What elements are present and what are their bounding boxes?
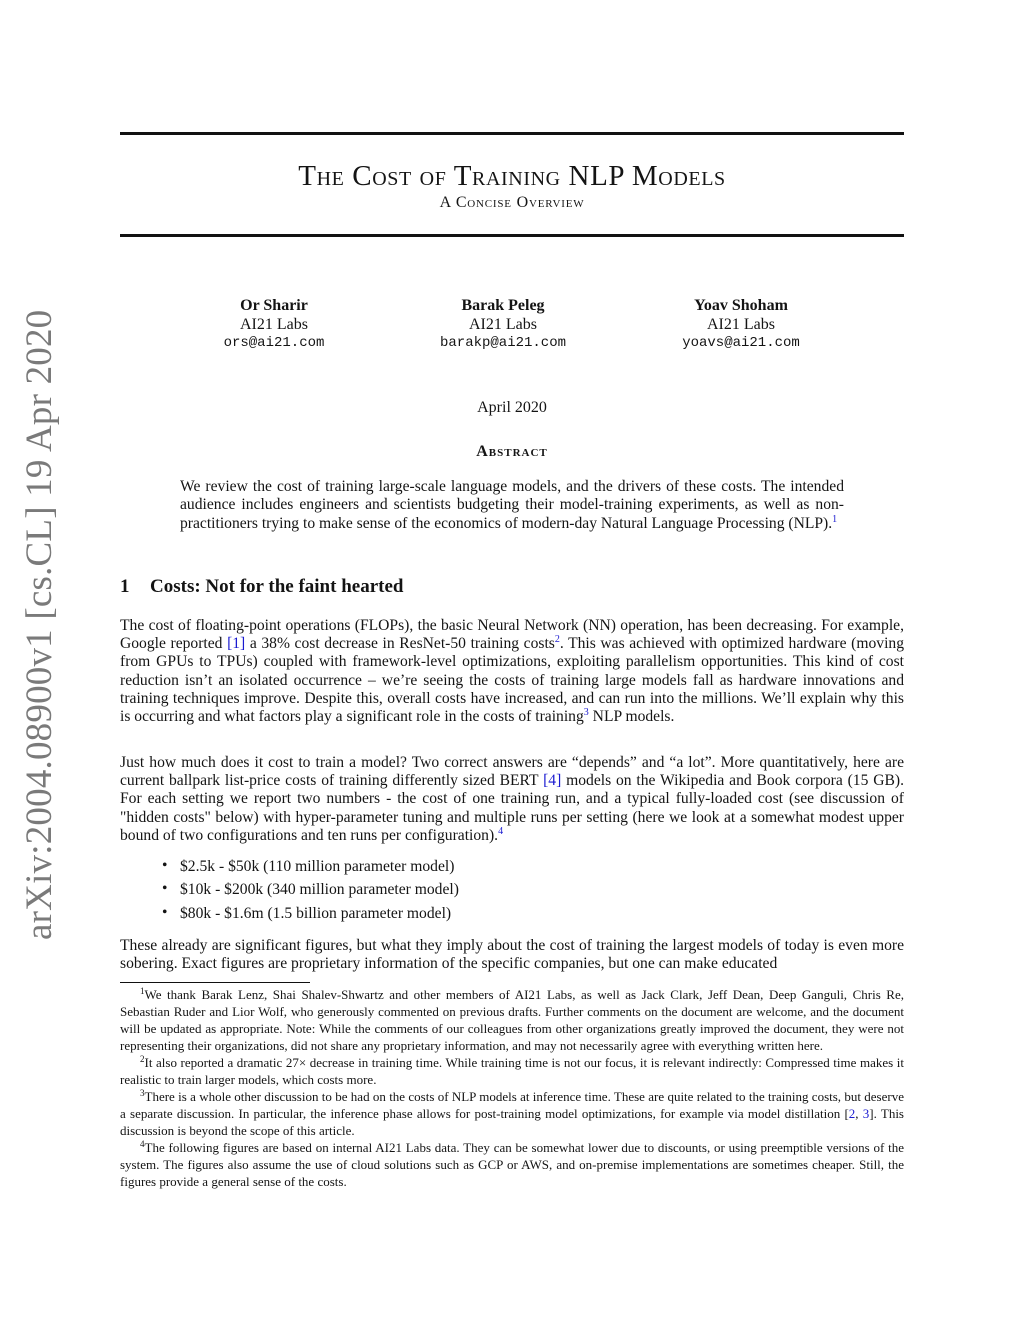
arxiv-identifier: arXiv:2004.08900v1 [cs.CL] 19 Apr 2020	[19, 309, 60, 940]
footnote-text: ]. This discussion is beyond the scope of this article.	[120, 1106, 904, 1138]
footnote-text: ,	[855, 1106, 863, 1121]
footnote-mark-4[interactable]: 4	[498, 825, 504, 837]
footnote-1	[120, 986, 904, 1054]
para-text: models on the Wikipedia and Book corpora (15 GB). For each setting we report two numbers - the cost of one training run, and a typical fully-loaded cost (see discussion of "hidden costs" below) with hyper-parameter tuning and multiple runs per setting (here we look at a somewhat modest upper bound of two configurations and ten runs per configuration).	[120, 772, 904, 844]
paper-title: The Cost of Training NLP Models	[298, 160, 726, 192]
author-block-1	[154, 296, 394, 353]
footnote-number: 4	[140, 1139, 145, 1149]
author-affiliation: AI21 Labs	[707, 316, 775, 333]
para-text: NLP models.	[588, 708, 675, 726]
title-bottom-rule	[120, 234, 904, 237]
author-name: Barak Peleg	[461, 297, 545, 314]
title-top-rule	[120, 132, 904, 135]
author-email[interactable]: ors@ai21.com	[223, 335, 325, 351]
para-text: The cost of floating-point operations (FLOPs), the basic Neural Network (NN) operation, has been decreasing. For example, Google reported	[120, 617, 904, 653]
footnote-mark-3[interactable]: 3	[583, 707, 589, 719]
para-text: . This was achieved with optimized hardware (moving from GPUs to TPUs) coupled with framework-level optimizations, exploiting parallelism opportunities. This kind of cost reduction isn’t an isolated occurrence – we’re seeing the costs of training large models fall as hardware innovations and training techniques improve. Despite this, overall costs have increased, and can run into the millions. We’ll explain why this is occurring and what factors play a significant role in the costs of training	[120, 635, 904, 726]
para-text: Just how much does it cost to train a model? Two correct answers are “depends” and “a lot”. More quantitatively, here are current ballpark list-price costs of training differently sized BERT	[120, 754, 904, 790]
author-name: Or Sharir	[240, 297, 308, 314]
list-item: • $10k - $200k (340 million parameter model)	[160, 881, 459, 904]
paragraph-1	[120, 617, 904, 726]
citation-link-2[interactable]: 2	[848, 1106, 856, 1121]
footnote-text: It also reported a dramatic 27× decrease in training time. While training time is not our focus, it is relevant indirectly: Compressed time makes it realistic to train larger models, which costs more.	[120, 1055, 904, 1087]
footnotes	[120, 986, 904, 1190]
publication-date: April 2020	[477, 399, 547, 416]
footnote-mark-1[interactable]: 1	[832, 513, 838, 525]
author-affiliation: AI21 Labs	[240, 316, 308, 333]
footnote-number: 1	[140, 986, 145, 996]
paragraph-3: These already are significant figures, but what they imply about the cost of training the largest models of today is even more sobering. Exact figures are proprietary information of the specific companies, but one can make educated	[120, 937, 904, 973]
footnote-number: 3	[140, 1088, 145, 1098]
citation-link-4[interactable]: [4]	[543, 772, 562, 790]
section-heading	[120, 576, 904, 598]
footnote-2	[120, 1054, 904, 1088]
footnote-3	[120, 1088, 904, 1139]
abstract-heading: Abstract	[476, 443, 548, 460]
citation-link-1[interactable]: [1]	[227, 635, 246, 653]
abstract-body: We review the cost of training large-scale language models, and the drivers of these costs. The intended audience includes engineers and scientists budgeting their model-training experiments, as well as non-practitioners trying to make sense of the economics of modern-day Natural Language Processing (NLP).	[180, 478, 844, 532]
list-item: • $2.5k - $50k (110 million parameter model)	[160, 858, 459, 881]
author-email[interactable]: yoavs@ai21.com	[682, 335, 800, 351]
section-number: 1	[120, 576, 130, 597]
author-email[interactable]: barakp@ai21.com	[439, 335, 567, 351]
abstract-text	[180, 478, 844, 533]
para-text: a 38% cost decrease in ResNet-50 training costs	[245, 635, 555, 653]
footnote-text: We thank Barak Lenz, Shai Shalev-Shwartz and other members of AI21 Labs, as well as Jack Clark, Jeff Dean, Deep Ganguli, Chris Re, Sebastian Ruder and Lior Wolf, who generously commented on previous drafts. Further comments on the document are welcome, and the document will be updated as appropriate. Note: While the comments of our colleagues from other organizations greatly improved the document, they were not representing their organizations, did not share any proprietary information, and may not necessarily agree with everything written here.	[120, 987, 904, 1053]
author-affiliation: AI21 Labs	[469, 316, 537, 333]
footnote-text: The following figures are based on internal AI21 Labs data. They can be somewhat lower due to discounts, or using preemptible versions of the system. The figures also assume the use of cloud solutions such as GCP or AWS, and on-premise implementations are sometimes cheaper. Still, the figures provide a general sense of the costs.	[120, 1140, 904, 1189]
section-title-text: Costs: Not for the faint hearted	[150, 576, 404, 597]
footnote-mark-2[interactable]: 2	[554, 634, 560, 646]
paper-subtitle: A Concise Overview	[439, 194, 585, 211]
footnote-text: There is a whole other discussion to be had on the costs of NLP models at inference time. These are quite related to the training costs, but deserve a separate discussion. In particular, the inference phase allows for post-training model optimizations, for example via model distillation [	[120, 1089, 904, 1121]
footnote-4	[120, 1139, 904, 1190]
footnote-rule	[120, 982, 310, 983]
citation-link-3[interactable]: 3	[862, 1106, 870, 1121]
author-block-2	[383, 296, 623, 353]
cost-bullet-list	[160, 858, 459, 928]
list-item: • $80k - $1.6m (1.5 billion parameter model)	[160, 905, 459, 928]
author-block-3	[621, 296, 861, 353]
paragraph-2	[120, 754, 904, 845]
author-name: Yoav Shoham	[694, 297, 788, 314]
footnote-number: 2	[140, 1054, 145, 1064]
